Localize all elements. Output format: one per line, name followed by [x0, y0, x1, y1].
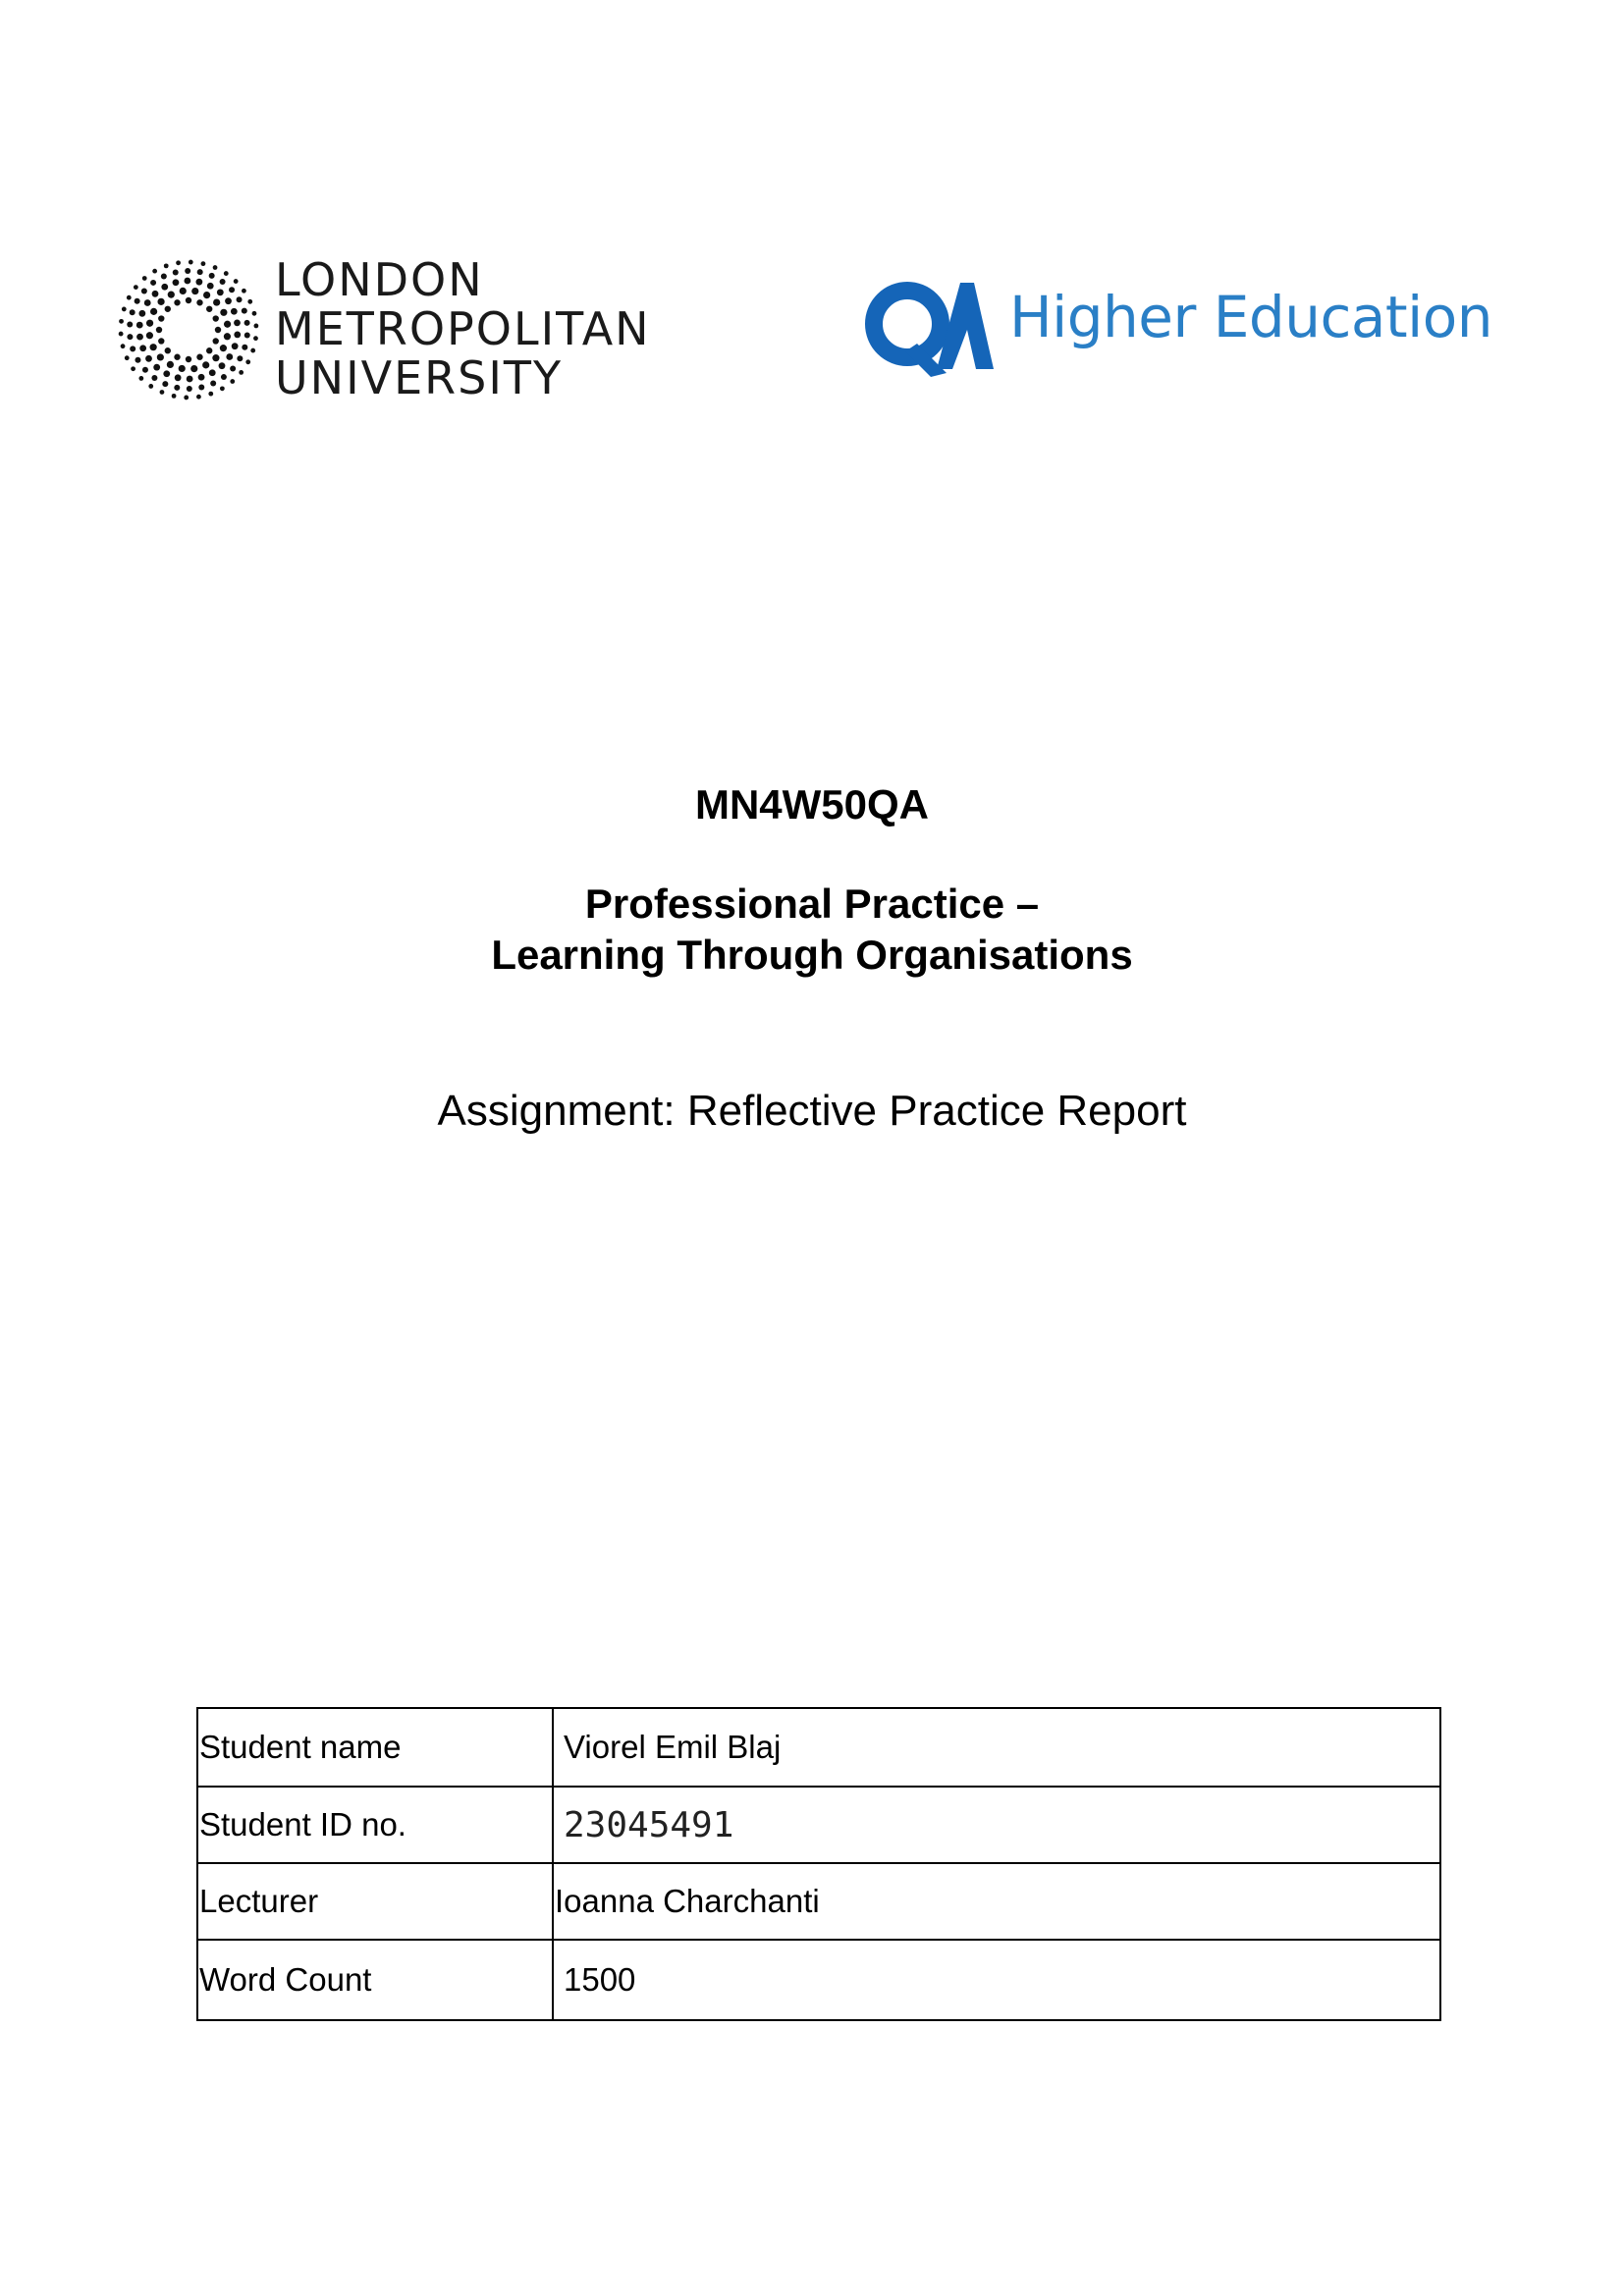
table-row	[197, 1787, 1440, 1863]
course-title	[0, 879, 1624, 981]
lecturer-label: Lecturer	[197, 1863, 553, 1940]
student-id-label: Student ID no.	[197, 1787, 553, 1863]
course-code: MN4W50QA	[694, 781, 930, 828]
qa-logo-text: Higher Education	[1009, 284, 1493, 350]
table-row	[197, 1863, 1440, 1940]
lecturer-value: Ioanna Charchanti	[553, 1863, 1440, 1940]
student-info-table	[196, 1707, 1441, 2021]
student-name-value: Viorel Emil Blaj	[553, 1708, 1440, 1787]
lmu-dot-ring-icon	[118, 253, 259, 406]
word-count-label: Word Count	[197, 1940, 553, 2020]
student-id-value: 23045491	[553, 1787, 1440, 1863]
course-title-line-2: Learning Through Organisations	[491, 932, 1133, 978]
student-name-label: Student name	[197, 1708, 553, 1787]
lmu-wordmark-line-3: UNIVERSITY	[275, 351, 564, 404]
course-title-line-1: Professional Practice –	[584, 881, 1040, 927]
table-row	[197, 1940, 1440, 2020]
word-count-value: 1500	[553, 1940, 1440, 2020]
assignment-title: Assignment: Reflective Practice Report	[437, 1087, 1187, 1135]
qa-mark-icon	[862, 275, 994, 379]
lmu-wordmark-line-2: METROPOLITAN	[275, 302, 651, 355]
qa-higher-education-logo	[862, 275, 1493, 383]
lmu-wordmark	[275, 255, 651, 402]
lmu-wordmark-line-1: LONDON	[275, 253, 484, 306]
london-metropolitan-university-logo	[118, 253, 677, 406]
table-row	[197, 1708, 1440, 1787]
